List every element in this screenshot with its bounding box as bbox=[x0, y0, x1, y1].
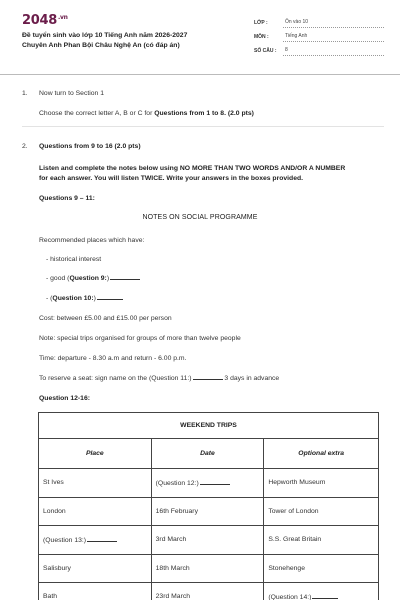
question-10-label: Question 10: bbox=[52, 295, 94, 302]
meta-class-row bbox=[254, 14, 384, 28]
cell-date-question-12 bbox=[151, 469, 264, 498]
cell-place: Bath bbox=[39, 583, 152, 600]
cell-extra: Hepworth Museum bbox=[264, 469, 379, 498]
table-row bbox=[39, 526, 379, 555]
meta-count-label: SỐ CÂU : bbox=[254, 48, 277, 54]
section-divider bbox=[22, 126, 384, 127]
reserve-note-prefix: To reserve a seat: sign name on the (Question 11:) bbox=[39, 375, 192, 382]
cost-note: Cost: between £5.00 and £15.00 per person bbox=[39, 315, 172, 322]
site-logo[interactable] bbox=[22, 13, 68, 28]
bullet-question-9-prefix: - good ( bbox=[46, 275, 70, 282]
cell-date: 23rd March bbox=[151, 583, 264, 600]
section2-instruction-line1: Listen and complete the notes below using NO MORE THAN TWO WORDS AND/OR A NUMBER bbox=[39, 165, 346, 172]
cell-extra: S.S. Great Britain bbox=[264, 526, 379, 555]
reserve-note-suffix: 3 days in advance bbox=[224, 375, 280, 382]
section2-title: Questions from 9 to 16 (2.0 pts) bbox=[39, 143, 141, 150]
question-13-blank[interactable] bbox=[87, 536, 117, 542]
bullet-question-10-prefix: - ( bbox=[46, 295, 53, 302]
bullet-question-9-suffix: ) bbox=[106, 275, 110, 282]
section2-instruction-line2: for each answer. You will listen TWICE. Write your answers in the boxes provided. bbox=[39, 175, 304, 182]
cell-date: 18th March bbox=[151, 554, 264, 583]
meta-count-row bbox=[254, 42, 384, 56]
cell-place-question-13 bbox=[39, 526, 152, 555]
logo-text: 2048 bbox=[22, 13, 57, 28]
question-12-label: (Question 12:) bbox=[155, 479, 199, 487]
table-title-row bbox=[39, 413, 379, 439]
section1-number: 1. bbox=[22, 90, 28, 97]
section1-instruction bbox=[39, 109, 254, 118]
section1-title: Now turn to Section 1 bbox=[39, 90, 104, 97]
exam-title-line1: Đề tuyển sinh vào lớp 10 Tiếng Anh năm 2026-2027 bbox=[22, 32, 188, 39]
table-title: WEEKEND TRIPS bbox=[39, 413, 379, 439]
bullet-historical-interest: - historical interest bbox=[46, 256, 102, 263]
question-12-blank[interactable] bbox=[200, 479, 230, 485]
question-9-blank[interactable] bbox=[110, 274, 140, 280]
page-header bbox=[0, 0, 400, 70]
cell-extra: Stonehenge bbox=[264, 554, 379, 583]
cell-place: Salisbury bbox=[39, 554, 152, 583]
table-header-row bbox=[39, 439, 379, 469]
weekend-trips-table bbox=[38, 412, 379, 600]
question-13-label: (Question 13:) bbox=[43, 536, 87, 544]
cell-place: St Ives bbox=[39, 469, 152, 498]
cell-place: London bbox=[39, 497, 152, 526]
logo-tld: .vn bbox=[57, 13, 68, 21]
meta-subject-value: Tiếng Anh bbox=[283, 33, 384, 42]
bullet-question-9 bbox=[46, 274, 140, 283]
questions-9-11-label: Questions 9 – 11: bbox=[39, 195, 95, 202]
meta-class-value: Ôn vào 10 bbox=[283, 19, 384, 28]
notes-title: NOTES ON SOCIAL PROGRAMME bbox=[142, 214, 258, 221]
exam-meta bbox=[254, 14, 384, 56]
exam-title-line2: Chuyên Anh Phan Bội Châu Nghệ An (có đáp án) bbox=[22, 42, 180, 49]
table-row bbox=[39, 469, 379, 498]
question-14-blank[interactable] bbox=[312, 593, 338, 599]
bullet-question-10-suffix: ) bbox=[93, 295, 96, 302]
section1-instruction-text: Choose the correct letter A, B or C for bbox=[39, 110, 155, 117]
question-11-blank[interactable] bbox=[193, 374, 223, 380]
header-optional-extra: Optional extra bbox=[264, 439, 379, 469]
meta-subject-row bbox=[254, 28, 384, 42]
cell-date: 16th February bbox=[151, 497, 264, 526]
meta-count-value: 8 bbox=[283, 47, 384, 56]
cell-date: 3rd March bbox=[151, 526, 264, 555]
recommended-places: Recommended places which have: bbox=[39, 237, 145, 244]
section2-number: 2. bbox=[22, 143, 28, 150]
header-divider bbox=[0, 74, 400, 75]
question-14-label: (Question 14:) bbox=[268, 593, 312, 600]
meta-class-label: LỚP : bbox=[254, 20, 268, 26]
table-row bbox=[39, 583, 379, 600]
time-note: Time: departure - 8.30 a.m and return - 6.00 p.m. bbox=[39, 355, 187, 362]
table-row bbox=[39, 497, 379, 526]
section1-instruction-bold: Questions from 1 to 8. (2.0 pts) bbox=[154, 110, 254, 117]
meta-subject-label: MÔN : bbox=[254, 34, 269, 40]
header-place: Place bbox=[39, 439, 152, 469]
cell-extra: Tower of London bbox=[264, 497, 379, 526]
header-date: Date bbox=[151, 439, 264, 469]
special-trips-note: Note: special trips organised for groups of more than twelve people bbox=[39, 335, 241, 342]
reserve-note bbox=[39, 374, 279, 383]
questions-12-16-label: Question 12-16: bbox=[39, 395, 90, 402]
table-row bbox=[39, 554, 379, 583]
bullet-question-10 bbox=[46, 294, 123, 303]
exam-title bbox=[22, 31, 242, 51]
question-9-label: Question 9: bbox=[69, 275, 107, 282]
question-10-blank[interactable] bbox=[97, 294, 123, 300]
cell-extra-question-14 bbox=[264, 583, 379, 600]
